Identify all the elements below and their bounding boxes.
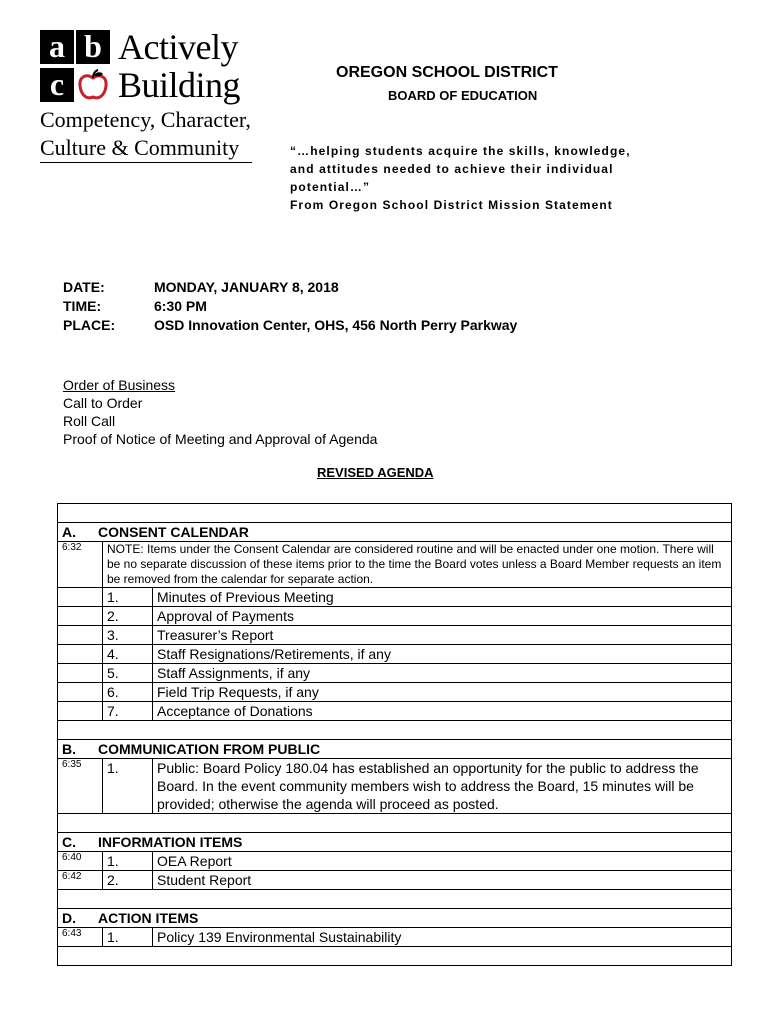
item-text: Staff Resignations/Retirements, if any [153, 645, 732, 664]
item-text: Acceptance of Donations [153, 702, 732, 721]
item-number: 4. [103, 645, 153, 664]
table-row [58, 588, 732, 607]
section-c-header [58, 833, 732, 852]
table-row [58, 871, 732, 890]
logo-tile-a: a [40, 30, 74, 64]
order-of-business [63, 376, 377, 448]
item-number: 1. [103, 928, 153, 947]
mission-source: From Oregon School District Mission Statement [290, 198, 613, 212]
date-value: MONDAY, JANUARY 8, 2018 [154, 279, 339, 295]
item-number: 1. [103, 759, 153, 814]
table-row [58, 702, 732, 721]
item-number: 5. [103, 664, 153, 683]
board-name: BOARD OF EDUCATION [388, 88, 538, 103]
section-title: COMMUNICATION FROM PUBLIC [98, 741, 321, 757]
logo-tile-c: c [40, 68, 74, 102]
section-letter: D. [62, 910, 76, 926]
item-text: OEA Report [153, 852, 732, 871]
item-text: Field Trip Requests, if any [153, 683, 732, 702]
logo-word-actively: Actively [118, 27, 238, 67]
spacer-row [58, 504, 732, 523]
order-item: Proof of Notice of Meeting and Approval of Agenda [63, 431, 378, 447]
item-text: Policy 139 Environmental Sustainability [153, 928, 732, 947]
item-number: 2. [103, 607, 153, 626]
logo-word-building: Building [118, 65, 241, 105]
item-text: Approval of Payments [153, 607, 732, 626]
time-value: 6:30 PM [154, 298, 207, 314]
apple-icon [76, 68, 110, 102]
item-text: Student Report [153, 871, 732, 890]
item-text: Public: Board Policy 180.04 has established an opportunity for the public to address the Board. In the event community members wish to address the Board, 15 minutes will be provided; otherwise the agenda will proceed as posted. [153, 759, 732, 814]
section-b-header [58, 740, 732, 759]
item-time: 6:42 [58, 871, 103, 890]
revised-agenda-heading: REVISED AGENDA [317, 465, 434, 480]
table-row [58, 626, 732, 645]
spacer-row [58, 947, 732, 966]
item-text: Staff Assignments, if any [153, 664, 732, 683]
mission-line: “…helping students acquire the skills, knowledge, [290, 144, 631, 158]
logo-tile-b: b [76, 30, 110, 64]
table-row [58, 852, 732, 871]
mission-line: potential…” [290, 180, 371, 194]
logo-tagline-2: Culture & Community [40, 135, 240, 160]
item-time: 6:32 [58, 542, 103, 588]
item-number: 6. [103, 683, 153, 702]
spacer-row [58, 890, 732, 909]
table-row [58, 759, 732, 814]
section-d-header [58, 909, 732, 928]
table-row [58, 645, 732, 664]
section-letter: C. [62, 834, 76, 850]
item-number: 7. [103, 702, 153, 721]
item-time: 6:35 [58, 759, 103, 814]
item-text: Minutes of Previous Meeting [153, 588, 732, 607]
consent-note: NOTE: Items under the Consent Calendar are considered routine and will be enacted under one motion. There will be no separate discussion of these items prior to the time the Board votes unless a Board Member requests an item be removed from the calendar for separate action. [103, 542, 732, 588]
item-number: 1. [103, 852, 153, 871]
time-label: TIME: [63, 298, 102, 314]
logo-tagline-1: Competency, Character, [40, 107, 251, 132]
consent-note-row [58, 542, 732, 588]
meeting-details [63, 278, 517, 335]
table-row [58, 607, 732, 626]
table-row [58, 928, 732, 947]
logo-divider [40, 162, 252, 163]
place-value: OSD Innovation Center, OHS, 456 North Perry Parkway [154, 317, 518, 333]
item-number: 1. [103, 588, 153, 607]
item-text: Treasurer’s Report [153, 626, 732, 645]
order-item: Call to Order [63, 395, 143, 411]
table-row [58, 664, 732, 683]
item-number: 3. [103, 626, 153, 645]
section-title: CONSENT CALENDAR [98, 524, 249, 540]
district-name: OREGON SCHOOL DISTRICT [336, 64, 558, 81]
date-label: DATE: [63, 279, 105, 295]
section-title: INFORMATION ITEMS [98, 834, 243, 850]
item-time: 6:43 [58, 928, 103, 947]
order-heading: Order of Business [63, 377, 176, 393]
section-letter: B. [62, 741, 76, 757]
table-row [58, 683, 732, 702]
mission-statement [290, 142, 631, 214]
mission-line: and attitudes needed to achieve their individual [290, 162, 614, 176]
place-label: PLACE: [63, 317, 116, 333]
order-item: Roll Call [63, 413, 116, 429]
district-logo [40, 28, 270, 163]
section-a-header [58, 523, 732, 542]
spacer-row [58, 814, 732, 833]
section-letter: A. [62, 524, 76, 540]
section-title: ACTION ITEMS [98, 910, 199, 926]
item-number: 2. [103, 871, 153, 890]
agenda-table [57, 503, 732, 966]
spacer-row [58, 721, 732, 740]
item-time: 6:40 [58, 852, 103, 871]
